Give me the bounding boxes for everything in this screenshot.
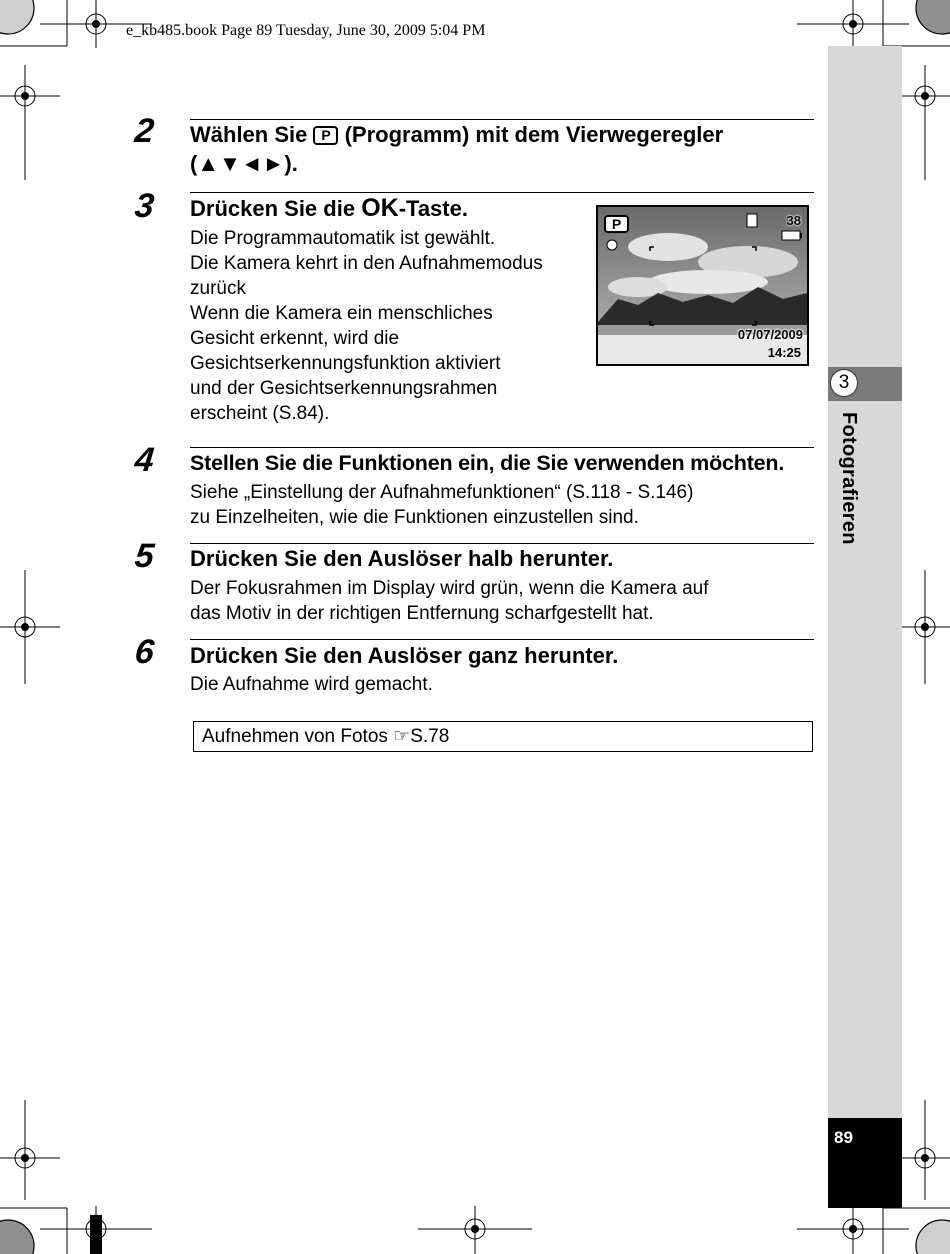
step-title-text: (▲▼◄►).: [190, 151, 298, 176]
step-number: 2: [133, 112, 156, 150]
body-line: Siehe „Einstellung der Aufnahmefunktionen“ (S.118 - S.146): [190, 482, 694, 503]
step-number: 5: [133, 537, 156, 575]
step-number: 4: [133, 441, 156, 479]
body-line: zurück: [190, 278, 246, 299]
print-header: e_kb485.book Page 89 Tuesday, June 30, 2009 5:04 PM: [126, 22, 486, 39]
shots-remaining: 38: [786, 213, 801, 228]
body-line: Wenn die Kamera ein menschliches: [190, 303, 493, 324]
step-divider: [190, 639, 814, 640]
body-line: Die Kamera kehrt in den Aufnahmemodus: [190, 253, 543, 274]
body-line: und der Gesichtserkennungsrahmen: [190, 378, 498, 399]
step-title: [190, 194, 468, 223]
step-number: 6: [133, 633, 156, 671]
step-title: Drücken Sie den Auslöser ganz herunter.: [190, 643, 619, 668]
body-line: das Motiv in der richtigen Entfernung scharfgestellt hat.: [190, 603, 654, 624]
step-number: 3: [133, 187, 156, 225]
date-stamp: 07/07/2009: [737, 327, 803, 342]
step-title-text: (Programm) mit dem Vierwegeregler: [338, 122, 724, 147]
body-line: zu Einzelheiten, wie die Funktionen einzustellen sind.: [190, 507, 639, 528]
step-divider: [190, 192, 814, 193]
body-line: Die Programmautomatik ist gewählt.: [190, 228, 496, 249]
step-body: [190, 672, 433, 697]
step-title-text: Drücken Sie die: [190, 196, 362, 221]
cross-reference-link[interactable]: Aufnehmen von Fotos ☞S.78: [202, 726, 450, 747]
ok-button-symbol: OK: [361, 194, 399, 222]
step-body: [190, 480, 693, 530]
cross-reference-box: [193, 721, 813, 752]
chapter-number: 3: [830, 369, 858, 397]
step-title: Drücken Sie den Auslöser halb herunter.: [190, 546, 614, 571]
program-mode-indicator: P: [604, 215, 629, 233]
body-line: Die Aufnahme wird gemacht.: [190, 674, 433, 695]
step-title-text: Wählen Sie: [190, 122, 314, 147]
body-line: Gesichtserkennungsfunktion aktiviert: [190, 353, 501, 374]
body-line: Der Fokusrahmen im Display wird grün, wenn die Kamera auf: [190, 578, 709, 599]
step-body: [190, 226, 543, 426]
body-line: Gesicht erkennt, wird die: [190, 328, 400, 349]
program-mode-icon: P: [313, 126, 338, 145]
step-title: Stellen Sie die Funktionen ein, die Sie verwenden möchten.: [190, 451, 785, 475]
time-stamp: 14:25: [767, 345, 801, 360]
body-line: erscheint (S.84).: [190, 403, 330, 424]
step-title-text: -Taste.: [398, 196, 468, 221]
step-body: [190, 576, 709, 626]
step-title: [190, 120, 723, 178]
page-number: 89: [834, 1128, 853, 1147]
camera-display-illustration: [596, 205, 809, 366]
chapter-title: Fotografieren: [838, 412, 860, 545]
chapter-sidebar: [828, 46, 902, 1208]
step-divider: [190, 447, 814, 448]
